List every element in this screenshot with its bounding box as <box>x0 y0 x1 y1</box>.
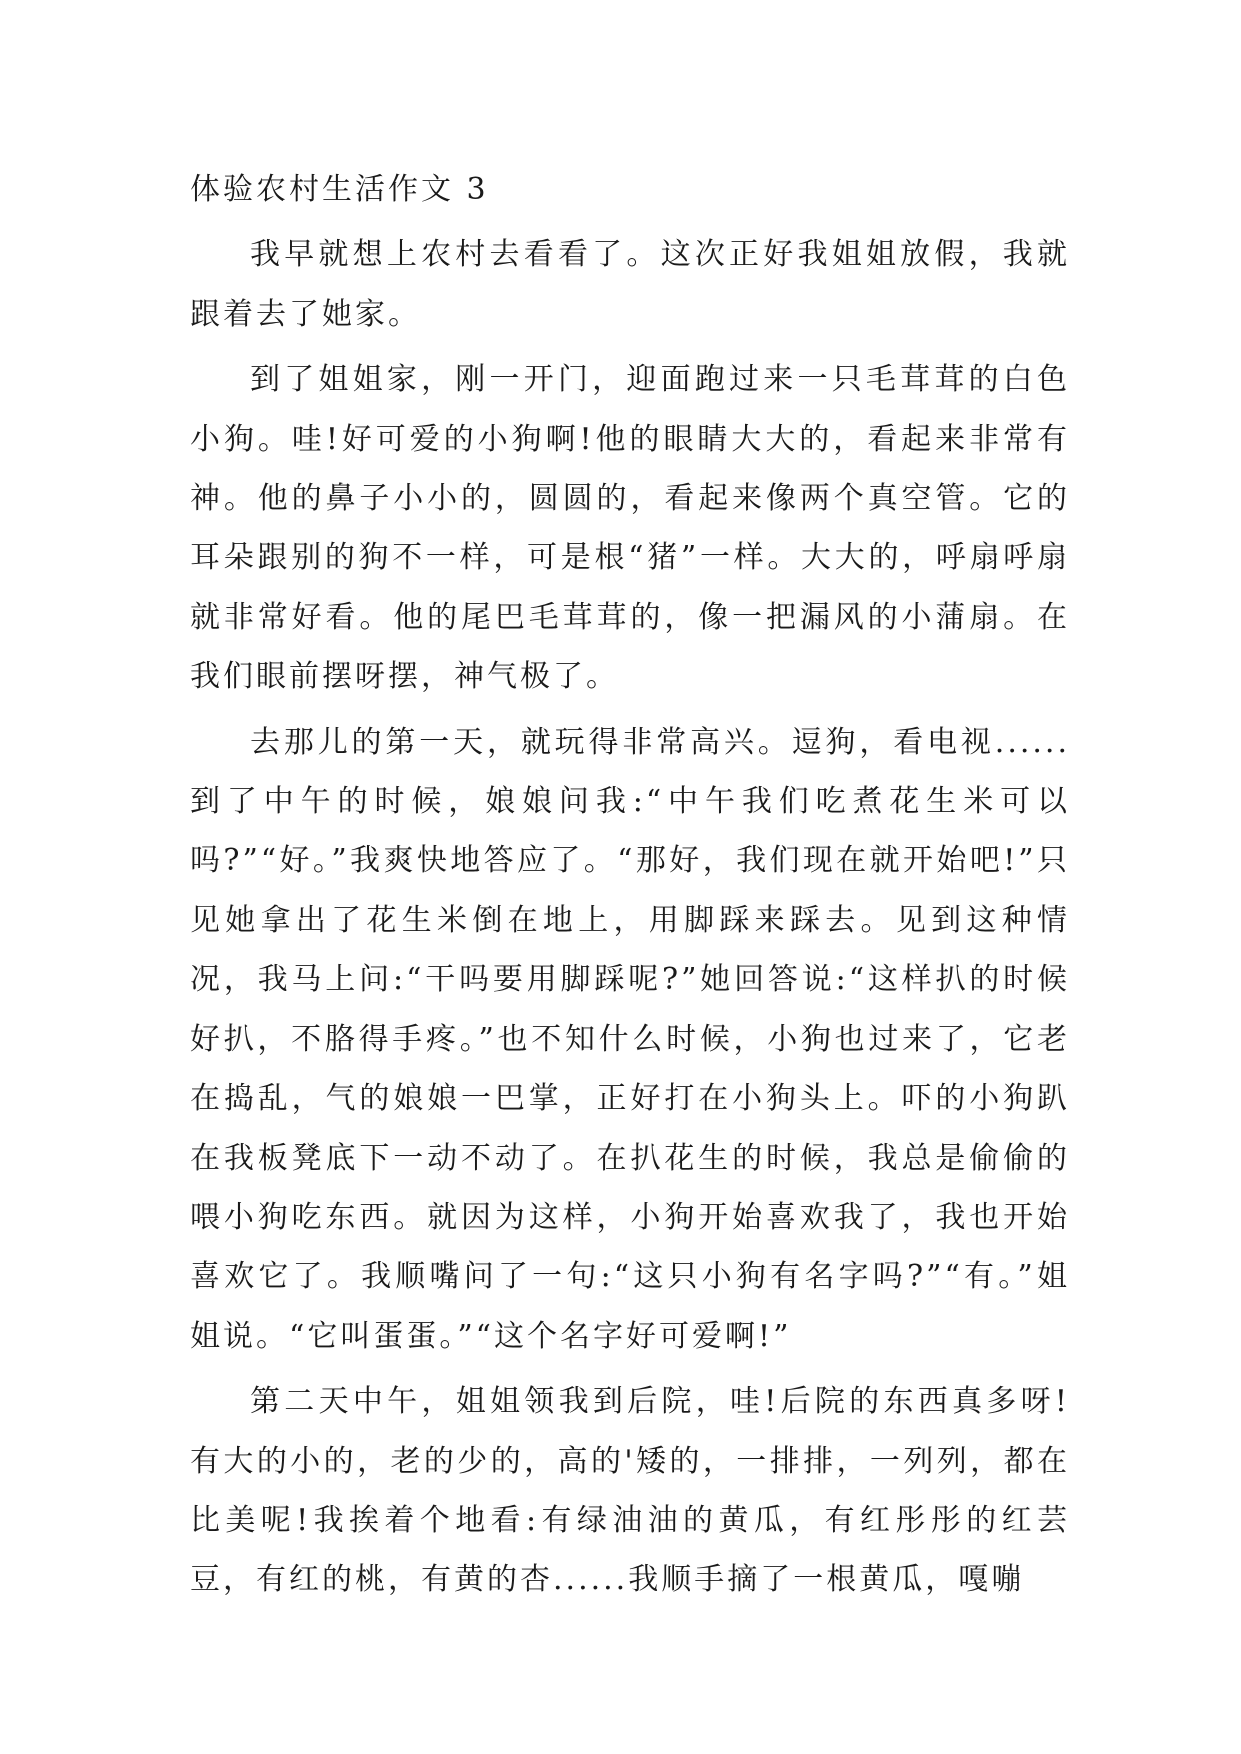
paragraph-4: 第二天中午，姐姐领我到后院，哇!后院的东西真多呀!有大的小的，老的少的，高的'矮的，一排排，一列列，都在比美呢!我挨着个地看:有绿油油的黄瓜，有红彤彤的红芸豆，有红的桃，有黄的杏......我顺手摘了一根黄瓜，嘎嘣 <box>190 1384 1070 1598</box>
document-title: 体验农村生活作文 3 <box>190 172 489 207</box>
paragraph-3: 去那儿的第一天，就玩得非常高兴。逗狗，看电视......到了中午的时候，娘娘问我:“中午我们吃煮花生米可以吗?”“好。”我爽快地答应了。“那好，我们现在就开始吧!”只见她拿出了花生米倒在地上，用脚踩来踩去。见到这种情况，我马上问:“干吗要用脚踩呢?”她回答说:“这样扒的时候好扒，不胳得手疼。”也不知什么时候，小狗也过来了，它老在捣乱，气的娘娘一巴掌，正好打在小狗头上。吓的小狗趴在我板凳底下一动不动了。在扒花生的时候，我总是偷偷的喂小狗吃东西。就因为这样，小狗开始喜欢我了，我也开始喜欢它了。我顺嘴问了一句:“这只小狗有名字吗?”“有。”姐姐说。“它叫蛋蛋。”“这个名字好可爱啊!” <box>190 724 1070 1354</box>
paragraph-1: 我早就想上农村去看看了。这次正好我姐姐放假，我就跟着去了她家。 <box>190 237 1070 332</box>
document-body <box>190 160 1070 1616</box>
paragraph-2: 到了姐姐家，刚一开门，迎面跑过来一只毛茸茸的白色小狗。哇!好可爱的小狗啊!他的眼睛大大的，看起来非常有神。他的鼻子小小的，圆圆的，看起来像两个真空管。它的耳朵跟别的狗不一样，可是根“猪”一样。大大的，呼扇呼扇就非常好看。他的尾巴毛茸茸的，像一把漏风的小蒲扇。在我们眼前摆呀摆，神气极了。 <box>190 362 1070 695</box>
